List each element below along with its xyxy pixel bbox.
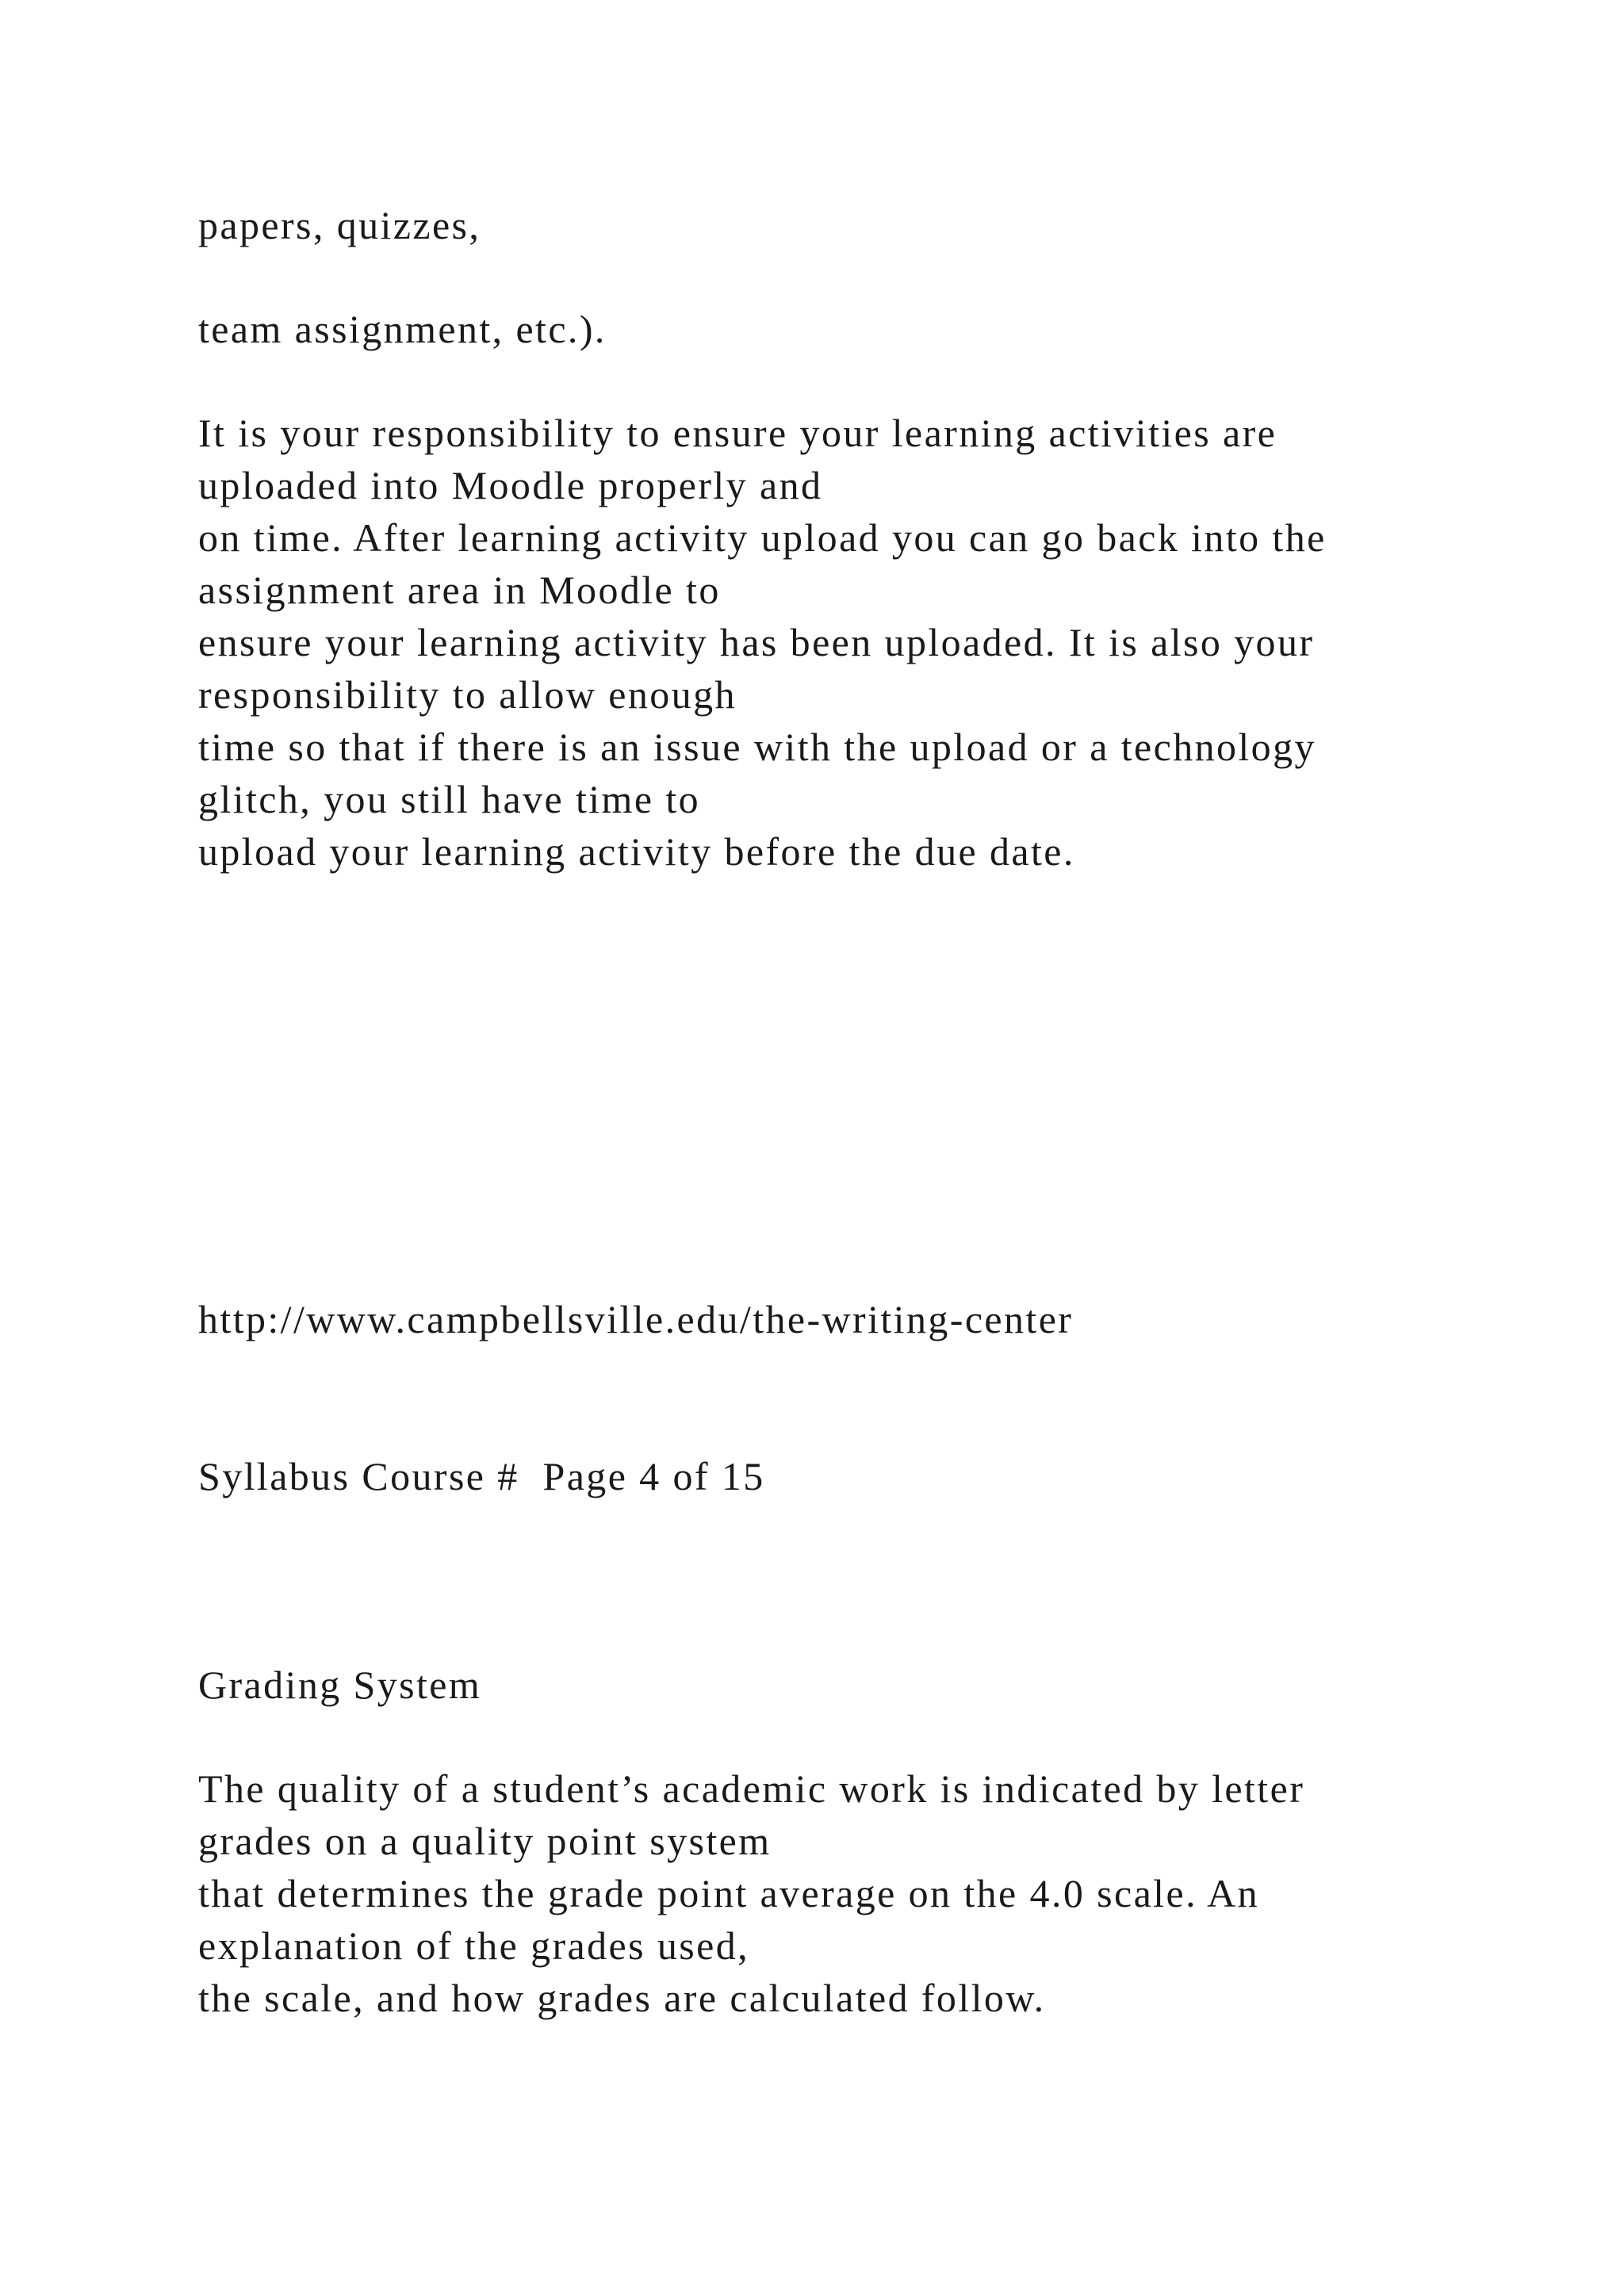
text-line: explanation of the grades used, bbox=[198, 1923, 750, 1968]
text-line: It is your responsibility to ensure your learning activities are bbox=[198, 411, 1277, 455]
text-line: uploaded into Moodle properly and bbox=[198, 463, 823, 507]
text-line: papers, quizzes, bbox=[198, 203, 481, 247]
text-line: that determines the grade point average on the 4.0 scale. An bbox=[198, 1871, 1260, 1915]
section-heading: Grading System bbox=[198, 1663, 482, 1707]
writing-center-url: http://www.campbellsville.edu/the-writing-center bbox=[198, 1297, 1074, 1341]
page-footer: Syllabus Course # Page 4 of 15 bbox=[198, 1454, 765, 1498]
text-line: on time. After learning activity upload you can go back into the bbox=[198, 515, 1327, 560]
text-line: assignment area in Moodle to bbox=[198, 568, 721, 612]
text-line: grades on a quality point system bbox=[198, 1819, 772, 1863]
text-line: time so that if there is an issue with the upload or a technology bbox=[198, 725, 1316, 769]
text-line: upload your learning activity before the due date. bbox=[198, 829, 1075, 874]
text-line: ensure your learning activity has been uploaded. It is also your bbox=[198, 620, 1315, 664]
text-line: The quality of a student’s academic work is indicated by letter bbox=[198, 1766, 1305, 1811]
text-line: glitch, you still have time to bbox=[198, 777, 701, 821]
text-line: team assignment, etc.). bbox=[198, 307, 607, 351]
text-line: responsibility to allow enough bbox=[198, 672, 737, 717]
text-line: the scale, and how grades are calculated follow. bbox=[198, 1976, 1046, 2020]
